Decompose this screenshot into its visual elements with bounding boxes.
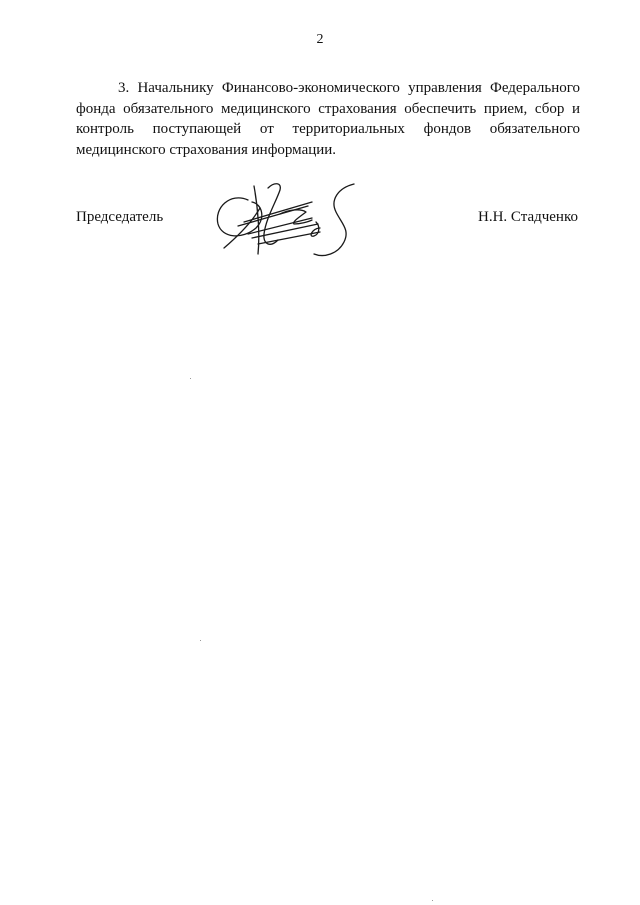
instruction-paragraph: 3. Начальнику Финансово-экономического управления Федерального фонда обязательного медицинского страхования обеспечить прием, сбор и контроль поступающей от территориальных фондов обязательного медицинского страхования информации. xyxy=(76,80,580,158)
signer-position: Председатель xyxy=(76,209,164,225)
page-number: 2 xyxy=(316,32,324,47)
signature-block xyxy=(0,206,640,276)
scan-speck xyxy=(190,378,191,379)
scan-speck xyxy=(432,900,433,901)
handwritten-signature xyxy=(208,178,368,262)
signer-name: Н.Н. Стадченко xyxy=(477,209,578,225)
scan-speck xyxy=(200,640,201,641)
